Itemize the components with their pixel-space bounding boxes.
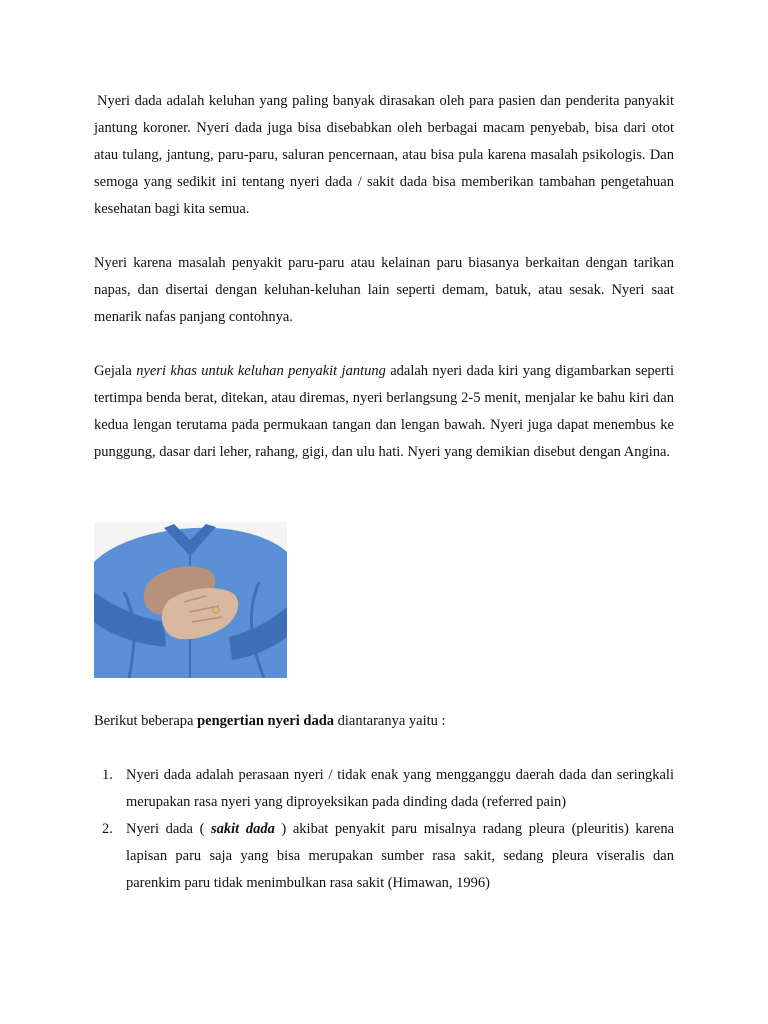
- list-item: [94, 816, 674, 897]
- bold-italic-phrase: sakit dada: [211, 821, 275, 837]
- bold-phrase: pengertian nyeri dada: [197, 713, 335, 729]
- chest-pain-photo: [94, 522, 287, 678]
- list-item: [94, 762, 674, 816]
- document-page: [94, 88, 674, 897]
- text-segment: Gejala: [94, 363, 137, 379]
- list-intro: [94, 708, 674, 735]
- paragraph-intro: Nyeri dada adalah keluhan yang paling banyak dirasakan oleh para pasien dan penderita panyakit jantung koroner. Nyeri dada juga bisa disebabkan oleh berbagai macam penyebab, bisa dari otot atau tulang, jantung, paru-paru, saluran pencernaan, atau bisa pula karena masalah psikologis. Dan semoga yang sedikit ini tentang nyeri dada / sakit dada bisa memberikan tambahan pengetahuan kesehatan bagi kita semua.: [94, 93, 674, 217]
- text-segment: Nyeri dada (: [126, 821, 212, 837]
- text-segment: diantaranya yaitu :: [334, 713, 446, 729]
- text-segment: ) akibat penyakit paru misalnya radang pleura (pleuritis) karena lapisan paru saja yang bisa merupakan sumber rasa sakit, sedang pleura viseralis dan parenkim paru tidak menimbulkan rasa sakit (Himawan, 1996): [126, 821, 675, 891]
- text-segment: adalah nyeri dada kiri yang digambarkan seperti tertimpa benda berat, ditekan, atau diremas, nyeri berlangsung 2-5 menit, menjalar ke bahu kiri dan kedua lengan terutama pada permukaan tangan dan lengan bawah. Nyeri juga dapat menembus ke punggung, dasar dari leher, rahang, gigi, dan ulu hati. Nyeri yang demikian disebut dengan Angina.: [94, 363, 674, 460]
- italic-phrase: nyeri khas untuk keluhan penyakit jantung: [136, 363, 386, 379]
- list-item-text: Nyeri dada adalah perasaan nyeri / tidak enak yang mengganggu daerah dada dan seringkali merupakan rasa nyeri yang diproyeksikan pada dinding dada (referred pain): [126, 767, 674, 810]
- definition-list: [94, 762, 674, 897]
- paragraph-heart-symptoms: [94, 358, 674, 466]
- text-segment: Berikut beberapa: [94, 713, 198, 729]
- paragraph-lung-pain: Nyeri karena masalah penyakit paru-paru atau kelainan paru biasanya berkaitan dengan tarikan napas, dan disertai dengan keluhan-keluhan lain seperti demam, batuk, atau sesak. Nyeri saat menarik nafas panjang contohnya.: [94, 255, 674, 325]
- list-number: 1.: [102, 767, 113, 783]
- photo-illustration: [94, 522, 287, 678]
- list-number: 2.: [102, 821, 113, 837]
